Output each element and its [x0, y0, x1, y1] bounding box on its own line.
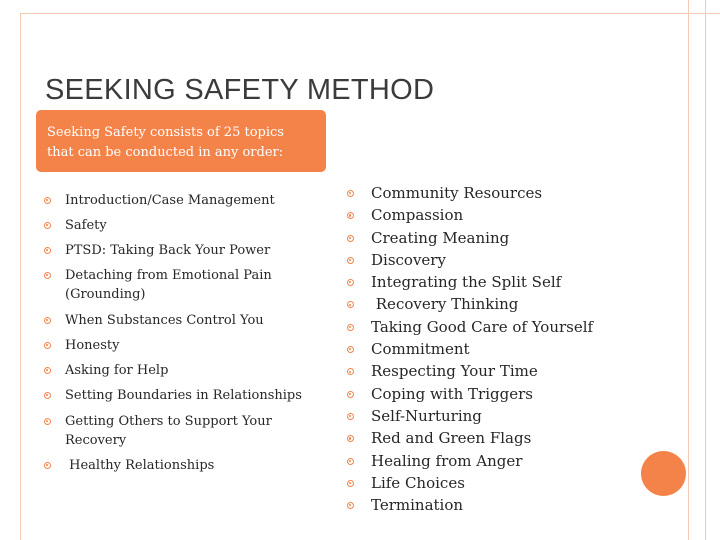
- list-item: [44, 456, 314, 481]
- list-item: [347, 472, 607, 494]
- topic-label: Introduction/Case Management: [65, 193, 275, 208]
- bullet-icon: [347, 480, 354, 487]
- bullet-icon: [347, 235, 354, 242]
- topic-label: Healing from Anger: [371, 451, 523, 470]
- frame-left-line: [20, 13, 21, 540]
- intro-callout: [36, 110, 326, 172]
- topic-label: Detaching from Emotional Pain (Grounding): [65, 268, 272, 302]
- bullet-icon: [347, 458, 354, 465]
- list-item: [347, 360, 607, 382]
- topic-label: Community Resources: [371, 184, 543, 202]
- bullet-icon: [44, 392, 51, 399]
- list-item: [347, 182, 607, 204]
- bullet-icon: [347, 413, 354, 420]
- bullet-icon: [347, 279, 354, 286]
- topic-label: Integrating the Split Self: [371, 273, 562, 292]
- topic-label: Self-Nurturing: [371, 406, 482, 425]
- bullet-icon: [347, 435, 354, 442]
- topic-label: Healthy Relationships: [65, 458, 215, 473]
- bullet-icon: [347, 324, 354, 331]
- list-item: [347, 338, 607, 360]
- bullet-icon: [347, 212, 354, 219]
- list-item: [347, 293, 607, 315]
- list-item: [347, 204, 607, 226]
- topic-label: Discovery: [371, 250, 446, 269]
- bullet-icon: [44, 342, 51, 349]
- list-item: [44, 386, 314, 412]
- list-item: [44, 266, 314, 311]
- bullet-icon: [44, 272, 51, 279]
- topic-label: Safety: [65, 218, 107, 233]
- topic-label: Creating Meaning: [371, 228, 510, 247]
- bullet-icon: [44, 197, 51, 204]
- bullet-icon: [44, 418, 51, 425]
- topic-label: Coping with Triggers: [371, 384, 533, 403]
- topic-label: Life Choices: [371, 473, 465, 492]
- topic-label: Honesty: [65, 338, 120, 353]
- list-item: [347, 316, 607, 338]
- topic-label: When Substances Control You: [65, 313, 264, 328]
- bullet-icon: [347, 502, 354, 509]
- list-item: [347, 427, 607, 449]
- list-item: [347, 405, 607, 427]
- bullet-icon: [347, 368, 354, 375]
- list-item: [347, 494, 607, 516]
- bullet-icon: [347, 346, 354, 353]
- bullet-icon: [347, 301, 354, 308]
- topic-label: Compassion: [371, 206, 464, 225]
- frame-top-line: [20, 13, 720, 14]
- list-item: [44, 191, 314, 216]
- topic-label: Red and Green Flags: [371, 429, 532, 448]
- topic-label: Respecting Your Time: [371, 362, 538, 381]
- bullet-icon: [44, 222, 51, 229]
- topic-label: PTSD: Taking Back Your Power: [65, 243, 271, 258]
- bullet-icon: [347, 391, 354, 398]
- list-item: [347, 227, 607, 249]
- list-item: [44, 336, 314, 361]
- bullet-icon: [44, 247, 51, 254]
- intro-text: Seeking Safety consists of 25 topics that can be conducted in any order:: [47, 125, 284, 160]
- left-topic-list: [44, 191, 314, 481]
- topic-label: Termination: [371, 496, 464, 515]
- bullet-icon: [347, 190, 354, 197]
- list-item: [44, 241, 314, 266]
- list-item: [347, 450, 607, 472]
- topic-label: Setting Boundaries in Relationships: [65, 388, 302, 403]
- topic-label: Taking Good Care of Yourself: [371, 317, 594, 336]
- list-item: [44, 216, 314, 241]
- bullet-icon: [44, 367, 51, 374]
- list-item: [44, 361, 314, 386]
- right-topic-list: [347, 182, 607, 516]
- list-item: [347, 383, 607, 405]
- topic-label: Commitment: [371, 340, 470, 359]
- bullet-icon: [44, 317, 51, 324]
- topic-label: Recovery Thinking: [371, 295, 519, 314]
- topic-label: Asking for Help: [65, 363, 169, 378]
- frame-right-outer-line: [705, 0, 706, 540]
- list-item: [347, 249, 607, 271]
- frame-right-line: [688, 0, 689, 540]
- bullet-icon: [44, 462, 51, 469]
- slide-title: SEEKING SAFETY METHOD: [45, 74, 435, 106]
- list-item: [44, 412, 314, 456]
- list-item: [347, 271, 607, 293]
- list-item: [44, 311, 314, 336]
- topic-label: Getting Others to Support Your Recovery: [65, 414, 272, 448]
- bullet-icon: [347, 257, 354, 264]
- decorative-circle: [641, 451, 686, 496]
